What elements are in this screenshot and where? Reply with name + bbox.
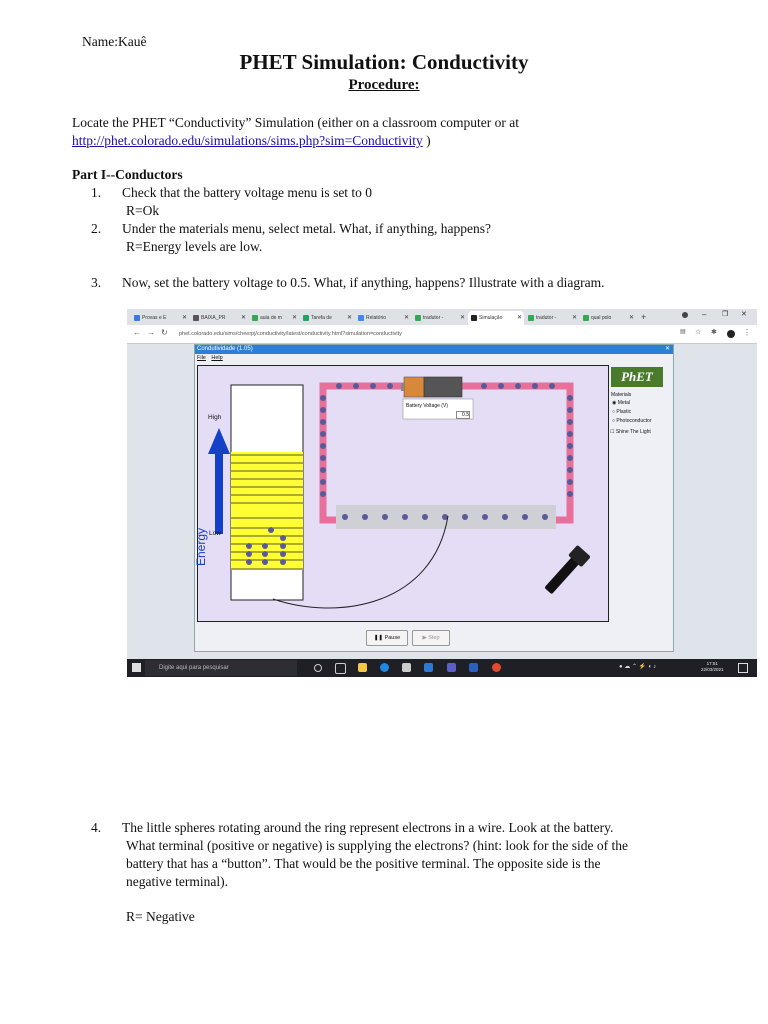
item-text: Now, set the battery voltage to 0.5. What, if anything, happens? Illustrate with a diagram. xyxy=(122,275,605,290)
battery-button xyxy=(401,383,404,391)
part1-heading: Part I--Conductors xyxy=(72,167,183,182)
browser-tab[interactable]: Provas e E ✕ xyxy=(131,311,189,325)
phet-link[interactable]: http://phet.colorado.edu/simulations/sims.php?sim=Conductivity xyxy=(72,133,423,148)
minimize-icon[interactable]: – xyxy=(702,310,707,319)
browser-tab-strip xyxy=(127,309,757,325)
material-option-metal[interactable]: ◉ Metal xyxy=(612,400,630,406)
tab-favicon xyxy=(358,315,364,321)
restore-icon[interactable]: ❐ xyxy=(722,311,729,318)
tab-favicon xyxy=(252,315,258,321)
extensions-icon[interactable]: ✱ xyxy=(711,329,717,336)
item-number: 2. xyxy=(91,221,102,236)
sim-scene xyxy=(198,366,608,621)
mail-icon[interactable] xyxy=(424,663,433,672)
menu-dots-icon[interactable]: ⋮ xyxy=(743,328,751,337)
materials-heading: Materials xyxy=(611,392,632,398)
item-text: Check that the battery voltage menu is set to 0 xyxy=(122,185,373,200)
energy-axis-label: Energy xyxy=(194,527,208,566)
new-tab-icon[interactable]: + xyxy=(641,312,647,322)
browser-tab[interactable]: tradutor - ✕ xyxy=(525,311,579,325)
step-button[interactable]: ▶ Step xyxy=(412,630,450,646)
intro-link-line xyxy=(72,133,431,149)
item-number: 4. xyxy=(91,820,102,835)
notifications-icon[interactable] xyxy=(738,663,748,673)
battery-voltage-label: Battery Voltage (V) xyxy=(406,403,448,409)
translate-icon[interactable]: ▤ xyxy=(680,329,686,335)
teams-icon[interactable] xyxy=(447,663,456,672)
chrome-icon[interactable] xyxy=(492,663,501,672)
taskbar-clock[interactable]: 17:51 22/03/2021 xyxy=(701,661,724,672)
battery-voltage-input[interactable]: 0.5 xyxy=(456,411,470,419)
tab-favicon xyxy=(583,315,589,321)
item-answer: R=Energy levels are low. xyxy=(126,239,263,254)
simulation-screenshot xyxy=(127,309,757,677)
tab-favicon xyxy=(471,315,477,321)
page-title: PHET Simulation: Conductivity xyxy=(239,50,529,74)
q4-line: battery that has a “button”. That would be the positive terminal. The opposite side is the xyxy=(126,856,601,871)
reload-icon[interactable]: ↻ xyxy=(161,328,168,337)
menu-help[interactable]: Help xyxy=(211,355,223,361)
item-number: 1. xyxy=(91,185,102,200)
tab-favicon xyxy=(415,315,421,321)
item-number: 3. xyxy=(91,275,102,290)
file-explorer-icon[interactable] xyxy=(358,663,367,672)
address-bar-row xyxy=(127,325,757,344)
item-text: Under the materials menu, select metal. What, if anything, happens? xyxy=(122,221,492,236)
edge-icon[interactable] xyxy=(380,663,389,672)
flashlight[interactable] xyxy=(541,545,591,597)
q4-line: What terminal (positive or negative) is supplying the electrons? (hint: look for the side of the xyxy=(126,838,628,853)
bookmark-star-icon[interactable]: ☆ xyxy=(695,329,702,336)
sim-close-icon[interactable]: ✕ xyxy=(664,346,670,352)
battery-positive-end xyxy=(404,377,424,397)
browser-tab[interactable]: qual polo ✕ xyxy=(580,311,636,325)
tab-favicon xyxy=(303,315,309,321)
item-answer: R=Ok xyxy=(126,203,160,218)
cortana-icon[interactable] xyxy=(314,664,322,672)
profile-icon[interactable] xyxy=(727,330,735,338)
word-icon[interactable] xyxy=(469,663,478,672)
student-name: Name:Kauê xyxy=(82,34,147,49)
material-option-photoconductor[interactable]: ○ Photoconductor xyxy=(612,418,652,424)
q4-line: negative terminal). xyxy=(126,874,228,889)
browser-tab[interactable]: Relatório ✕ xyxy=(355,311,411,325)
browser-tab[interactable]: tradutor - ✕ xyxy=(412,311,467,325)
close-window-icon[interactable]: ✕ xyxy=(741,311,747,318)
windows-start-icon[interactable] xyxy=(132,663,141,672)
playback-controls xyxy=(360,630,480,648)
browser-tab-active[interactable]: Simulação ✕ xyxy=(468,311,524,325)
battery-body xyxy=(424,377,462,397)
browser-tab[interactable]: Tarefa de ✕ xyxy=(300,311,354,325)
sim-menubar xyxy=(195,354,673,362)
link-suffix: ) xyxy=(422,133,431,148)
browser-tab[interactable]: BAIXA_PR ✕ xyxy=(190,311,248,325)
pause-button[interactable]: ❚❚ Pause xyxy=(366,630,408,646)
tab-favicon xyxy=(528,315,534,321)
forward-icon[interactable]: → xyxy=(147,328,155,337)
browser-tab[interactable]: aula de m ✕ xyxy=(249,311,299,325)
sim-titlebar xyxy=(195,345,673,354)
energy-low-label: Low xyxy=(209,530,221,537)
phet-logo: PhET xyxy=(611,367,663,387)
menu-file[interactable]: File xyxy=(197,355,206,361)
tab-favicon xyxy=(193,315,199,321)
sim-canvas xyxy=(194,365,609,622)
account-icon[interactable] xyxy=(682,312,688,318)
tab-favicon xyxy=(134,315,140,321)
simulation-window xyxy=(194,344,674,652)
energy-arrow xyxy=(208,428,230,534)
url-field[interactable]: phet.colorado.edu/sims/cheerpj/conductivity/latest/conductivity.html?simulation=conductivity xyxy=(179,331,402,337)
q4-answer: R= Negative xyxy=(126,909,195,924)
system-tray-icons[interactable]: ● ☁ ⌃ ⚡ ◖ ♪ xyxy=(619,664,657,670)
taskbar-search[interactable]: Digite aqui para pesquisar xyxy=(145,660,297,676)
task-view-icon[interactable] xyxy=(335,663,346,674)
store-icon[interactable] xyxy=(402,663,411,672)
control-panel xyxy=(609,365,665,455)
procedure-heading: Procedure: xyxy=(348,77,420,93)
back-icon[interactable]: ← xyxy=(133,328,141,337)
q4-line: The little spheres rotating around the ring represent electrons in a wire. Look at the battery. xyxy=(122,820,614,835)
intro-text: Locate the PHET “Conductivity” Simulation (either on a classroom computer or at xyxy=(72,115,520,130)
energy-high-label: High xyxy=(208,414,222,421)
material-option-plastic[interactable]: ○ Plastic xyxy=(612,409,632,415)
shine-light-checkbox[interactable]: ☐ Shine The Light xyxy=(610,429,651,435)
sim-title: Condutividade (1.05) xyxy=(197,346,253,352)
windows-taskbar xyxy=(127,659,757,677)
